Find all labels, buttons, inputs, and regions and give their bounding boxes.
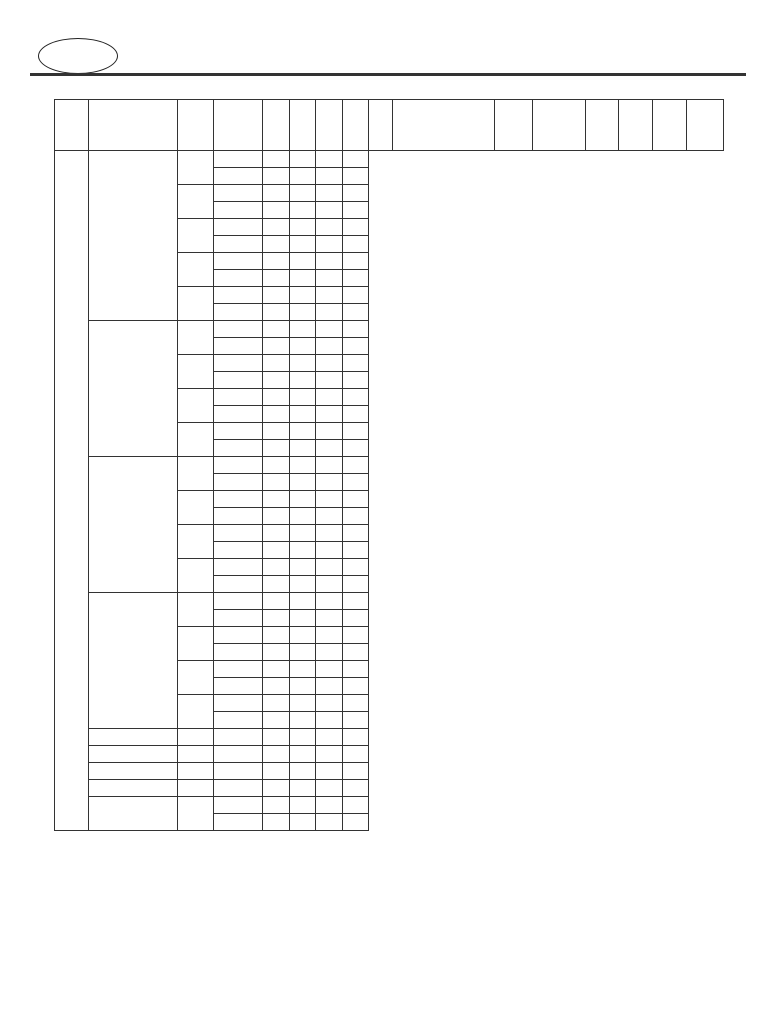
col-medium-right [392, 100, 494, 151]
temperature [214, 542, 263, 559]
col-hastelloy-right [618, 100, 652, 151]
cell-hastelloy [289, 610, 316, 627]
medium-name [88, 797, 177, 831]
cell-hastelloy [289, 559, 316, 576]
cell-hastelloy [289, 542, 316, 559]
concentration [178, 780, 214, 797]
cell-monel [316, 559, 343, 576]
cell-tantalum [342, 304, 369, 321]
cell-hastelloy [289, 168, 316, 185]
col-category-right [369, 100, 392, 151]
corrosion-table [54, 99, 724, 831]
concentration [178, 219, 214, 253]
cell-hastelloy [289, 763, 316, 780]
temperature [214, 457, 263, 474]
medium-name [88, 593, 177, 729]
cell-tantalum [342, 576, 369, 593]
temperature [214, 185, 263, 202]
cell-monel [316, 253, 343, 270]
cell-tantalum [342, 355, 369, 372]
cell-tantalum [342, 542, 369, 559]
cell-hastelloy [289, 151, 316, 168]
medium-name [88, 321, 177, 457]
cell-monel [316, 729, 343, 746]
cell-monel [316, 491, 343, 508]
cell-tantalum [342, 321, 369, 338]
cell-tantalum [342, 695, 369, 712]
temperature [214, 389, 263, 406]
table-row [55, 797, 724, 814]
temperature [214, 406, 263, 423]
temperature [214, 491, 263, 508]
concentration [178, 525, 214, 559]
legend-notes [62, 930, 522, 966]
cell-316-steel [263, 559, 290, 576]
company-logo [38, 38, 118, 74]
cell-hastelloy [289, 253, 316, 270]
cell-tantalum [342, 491, 369, 508]
temperature [214, 304, 263, 321]
cell-tantalum [342, 236, 369, 253]
cell-monel [316, 236, 343, 253]
cell-316-steel [263, 814, 290, 831]
cell-tantalum [342, 525, 369, 542]
cell-hastelloy [289, 457, 316, 474]
temperature [214, 168, 263, 185]
cell-monel [316, 780, 343, 797]
cell-monel [316, 542, 343, 559]
cell-hastelloy [289, 270, 316, 287]
cell-hastelloy [289, 474, 316, 491]
cell-monel [316, 389, 343, 406]
cell-hastelloy [289, 338, 316, 355]
temperature [214, 508, 263, 525]
cell-monel [316, 219, 343, 236]
temperature [214, 763, 263, 780]
temperature [214, 729, 263, 746]
temperature [214, 525, 263, 542]
temperature [214, 440, 263, 457]
cell-hastelloy [289, 746, 316, 763]
cell-316-steel [263, 253, 290, 270]
concentration [178, 457, 214, 491]
temperature [214, 780, 263, 797]
temperature [214, 559, 263, 576]
cell-316-steel [263, 406, 290, 423]
concentration [178, 746, 214, 763]
cell-hastelloy [289, 729, 316, 746]
cell-hastelloy [289, 389, 316, 406]
temperature [214, 287, 263, 304]
cell-monel [316, 695, 343, 712]
cell-316-steel [263, 338, 290, 355]
cell-316-steel [263, 763, 290, 780]
cell-tantalum [342, 593, 369, 610]
concentration [178, 491, 214, 525]
cell-monel [316, 627, 343, 644]
cell-monel [316, 814, 343, 831]
temperature [214, 746, 263, 763]
cell-316-steel [263, 678, 290, 695]
cell-monel [316, 763, 343, 780]
cell-tantalum [342, 814, 369, 831]
table-row [55, 321, 724, 338]
cell-316-steel [263, 610, 290, 627]
cell-hastelloy [289, 593, 316, 610]
temperature [214, 610, 263, 627]
temperature [214, 321, 263, 338]
cell-tantalum [342, 253, 369, 270]
cell-tantalum [342, 219, 369, 236]
cell-316-steel [263, 525, 290, 542]
cell-316-steel [263, 644, 290, 661]
temperature [214, 355, 263, 372]
cell-monel [316, 457, 343, 474]
table-header-row [55, 100, 724, 151]
concentration [178, 389, 214, 423]
cell-monel [316, 712, 343, 729]
temperature [214, 661, 263, 678]
cell-monel [316, 185, 343, 202]
concentration [178, 797, 214, 831]
col-temperature [214, 100, 263, 151]
cell-monel [316, 338, 343, 355]
cell-monel [316, 593, 343, 610]
cell-monel [316, 644, 343, 661]
concentration [178, 355, 214, 389]
cell-tantalum [342, 338, 369, 355]
concentration [178, 559, 214, 593]
cell-monel [316, 355, 343, 372]
cell-tantalum [342, 644, 369, 661]
medium-name [88, 780, 177, 797]
cell-tantalum [342, 202, 369, 219]
page-header [30, 34, 742, 74]
medium-name [88, 746, 177, 763]
cell-316-steel [263, 287, 290, 304]
cell-tantalum [342, 610, 369, 627]
temperature [214, 202, 263, 219]
temperature [214, 253, 263, 270]
concentration [178, 423, 214, 457]
cell-hastelloy [289, 423, 316, 440]
cell-tantalum [342, 763, 369, 780]
medium-name [88, 729, 177, 746]
cell-monel [316, 440, 343, 457]
cell-316-steel [263, 542, 290, 559]
col-hastelloy [289, 100, 316, 151]
cell-monel [316, 287, 343, 304]
concentration [178, 763, 214, 780]
cell-316-steel [263, 576, 290, 593]
medium-name [88, 763, 177, 780]
temperature [214, 423, 263, 440]
col-316-steel-right [585, 100, 618, 151]
cell-tantalum [342, 797, 369, 814]
temperature [214, 678, 263, 695]
cell-monel [316, 406, 343, 423]
cell-hastelloy [289, 321, 316, 338]
cell-monel [316, 797, 343, 814]
cell-tantalum [342, 627, 369, 644]
concentration [178, 593, 214, 627]
cell-hastelloy [289, 695, 316, 712]
cell-monel [316, 202, 343, 219]
cell-316-steel [263, 236, 290, 253]
temperature [214, 372, 263, 389]
cell-hastelloy [289, 627, 316, 644]
temperature [214, 695, 263, 712]
cell-tantalum [342, 508, 369, 525]
cell-monel [316, 508, 343, 525]
temperature [214, 593, 263, 610]
cell-316-steel [263, 661, 290, 678]
cell-hastelloy [289, 576, 316, 593]
cell-316-steel [263, 151, 290, 168]
temperature [214, 151, 263, 168]
cell-tantalum [342, 678, 369, 695]
cell-monel [316, 304, 343, 321]
cell-316-steel [263, 440, 290, 457]
cell-tantalum [342, 406, 369, 423]
cell-316-steel [263, 712, 290, 729]
concentration [178, 287, 214, 321]
cell-316-steel [263, 797, 290, 814]
cell-316-steel [263, 185, 290, 202]
temperature [214, 797, 263, 814]
cell-monel [316, 321, 343, 338]
cell-tantalum [342, 440, 369, 457]
concentration [178, 729, 214, 746]
cell-hastelloy [289, 236, 316, 253]
table-row [55, 457, 724, 474]
cell-316-steel [263, 270, 290, 287]
col-tantalum [342, 100, 369, 151]
col-category [55, 100, 89, 151]
cell-hastelloy [289, 440, 316, 457]
cell-hastelloy [289, 797, 316, 814]
cell-316-steel [263, 304, 290, 321]
cell-316-steel [263, 780, 290, 797]
concentration [178, 695, 214, 729]
medium-name [88, 457, 177, 593]
cell-tantalum [342, 185, 369, 202]
cell-hastelloy [289, 491, 316, 508]
cell-316-steel [263, 695, 290, 712]
table-row [55, 593, 724, 610]
cell-monel [316, 423, 343, 440]
cell-tantalum [342, 168, 369, 185]
cell-tantalum [342, 151, 369, 168]
cell-316-steel [263, 457, 290, 474]
concentration [178, 321, 214, 355]
cell-tantalum [342, 423, 369, 440]
cell-monel [316, 610, 343, 627]
temperature [214, 576, 263, 593]
temperature [214, 270, 263, 287]
cell-hastelloy [289, 185, 316, 202]
temperature [214, 338, 263, 355]
cell-monel [316, 474, 343, 491]
cell-tantalum [342, 729, 369, 746]
cell-hastelloy [289, 406, 316, 423]
col-316-steel [263, 100, 290, 151]
concentration [178, 151, 214, 185]
cell-316-steel [263, 729, 290, 746]
col-tantalum-right [686, 100, 723, 151]
temperature [214, 474, 263, 491]
cell-tantalum [342, 270, 369, 287]
cell-monel [316, 168, 343, 185]
temperature [214, 644, 263, 661]
cell-hastelloy [289, 644, 316, 661]
temperature [214, 712, 263, 729]
cell-hastelloy [289, 287, 316, 304]
col-medium [88, 100, 177, 151]
cell-monel [316, 576, 343, 593]
cell-hastelloy [289, 678, 316, 695]
cell-tantalum [342, 712, 369, 729]
cell-316-steel [263, 491, 290, 508]
cell-hastelloy [289, 202, 316, 219]
cell-monel [316, 525, 343, 542]
cell-monel [316, 678, 343, 695]
cell-tantalum [342, 780, 369, 797]
cell-monel [316, 372, 343, 389]
cell-316-steel [263, 423, 290, 440]
cell-hastelloy [289, 814, 316, 831]
temperature [214, 814, 263, 831]
cell-hastelloy [289, 525, 316, 542]
cell-316-steel [263, 474, 290, 491]
cell-monel [316, 270, 343, 287]
cell-monel [316, 151, 343, 168]
cell-316-steel [263, 508, 290, 525]
cell-tantalum [342, 474, 369, 491]
cell-hastelloy [289, 372, 316, 389]
concentration [178, 185, 214, 219]
cell-tantalum [342, 389, 369, 406]
temperature [214, 219, 263, 236]
cell-tantalum [342, 287, 369, 304]
concentration [178, 627, 214, 661]
cell-hastelloy [289, 355, 316, 372]
cell-hastelloy [289, 661, 316, 678]
cell-316-steel [263, 593, 290, 610]
cell-316-steel [263, 202, 290, 219]
col-concentration-right [494, 100, 532, 151]
col-concentration [178, 100, 214, 151]
page-footer [100, 968, 720, 1004]
cell-316-steel [263, 168, 290, 185]
col-monel [316, 100, 343, 151]
cell-monel [316, 661, 343, 678]
col-temperature-right [532, 100, 585, 151]
cell-316-steel [263, 219, 290, 236]
cell-tantalum [342, 457, 369, 474]
col-monel-right [652, 100, 686, 151]
cell-316-steel [263, 321, 290, 338]
cell-tantalum [342, 746, 369, 763]
medium-name [88, 151, 177, 321]
concentration [178, 661, 214, 695]
category-inorganic-acid [55, 151, 89, 831]
cell-316-steel [263, 372, 290, 389]
cell-hastelloy [289, 304, 316, 321]
cell-hastelloy [289, 780, 316, 797]
cell-tantalum [342, 372, 369, 389]
concentration [178, 253, 214, 287]
cell-monel [316, 746, 343, 763]
temperature [214, 236, 263, 253]
cell-hastelloy [289, 508, 316, 525]
cell-hastelloy [289, 712, 316, 729]
cell-316-steel [263, 627, 290, 644]
cell-tantalum [342, 661, 369, 678]
cell-316-steel [263, 355, 290, 372]
cell-316-steel [263, 746, 290, 763]
cell-hastelloy [289, 219, 316, 236]
header-rule [30, 73, 746, 76]
temperature [214, 627, 263, 644]
table-row [55, 151, 724, 168]
cell-tantalum [342, 559, 369, 576]
cell-316-steel [263, 389, 290, 406]
